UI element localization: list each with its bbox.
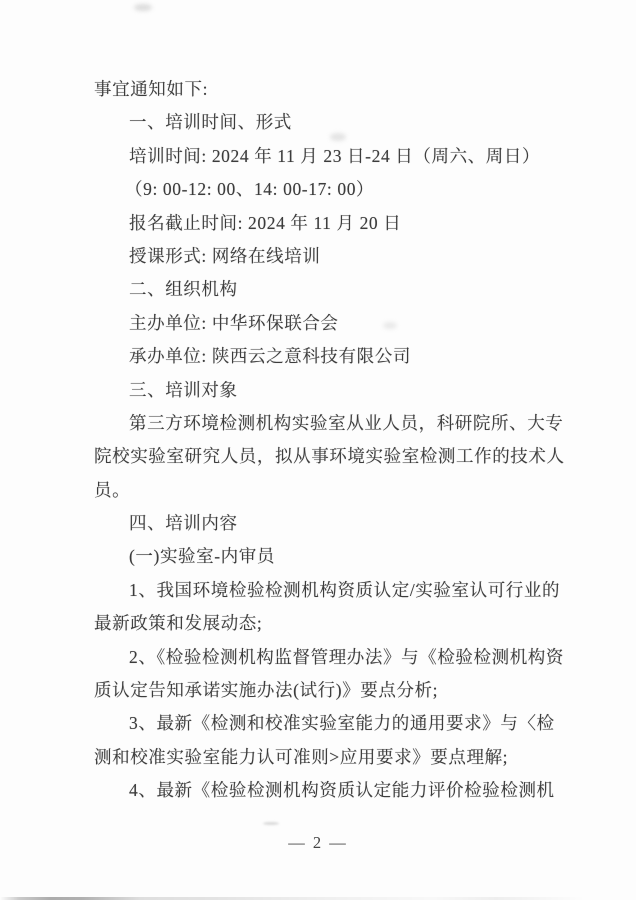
training-audience-line: 第三方环境检测机构实验室从业人员，科研院所、大专: [129, 412, 564, 433]
training-audience-line: 院校实验室研究人员，拟从事环境实验室检测工作的技术人: [94, 446, 565, 467]
teaching-format-line: 授课形式: 网络在线培训: [129, 245, 321, 266]
section-3-heading: 三、培训对象: [129, 379, 238, 400]
section-1-heading: 一、培训时间、形式: [129, 112, 292, 133]
content-item-1-line: 最新政策和发展动态;: [94, 613, 263, 634]
content-item-3-line: 3、最新《检测和校准实验室能力的通用要求》与〈检: [129, 713, 555, 734]
content-item-2-line: 质认定告知承诺实施办法(试行)》要点分析;: [94, 680, 439, 701]
content-item-1-line: 1、我国环境检验检测机构资质认定/实验室认可行业的: [129, 579, 561, 600]
content-item-2-line: 2、《检验检测机构监督管理办法》与《检验检测机构资: [129, 646, 564, 667]
section-4-heading: 四、培训内容: [129, 513, 238, 534]
content-item-3-line: 测和校准实验室能力认可准则>应用要求》要点理解;: [94, 746, 509, 767]
training-time-line: 培训时间: 2024 年 11 月 23 日-24 日（周六、周日）: [129, 145, 541, 166]
document-body: [94, 73, 565, 808]
section-2-heading: 二、组织机构: [129, 279, 238, 300]
scan-artifact: [263, 822, 279, 825]
page-number: — 2 —: [288, 833, 348, 852]
training-audience-line: 员。: [94, 479, 131, 500]
notice-intro-line: 事宜通知如下:: [94, 79, 209, 99]
co-organizer-line: 承办单位: 陕西云之意科技有限公司: [129, 346, 411, 367]
subsection-1-heading: (一)实验室-内审员: [129, 546, 275, 567]
content-item-4-line: 4、最新《检验检测机构资质认定能力评价检验检测机: [129, 780, 555, 801]
registration-deadline-line: 报名截止时间: 2024 年 11 月 20 日: [129, 212, 402, 233]
scan-artifact: [134, 4, 152, 11]
organizer-line: 主办单位: 中华环保联合会: [129, 312, 339, 333]
training-hours-line: （9: 00-12: 00、14: 00-17: 00）: [125, 179, 375, 200]
